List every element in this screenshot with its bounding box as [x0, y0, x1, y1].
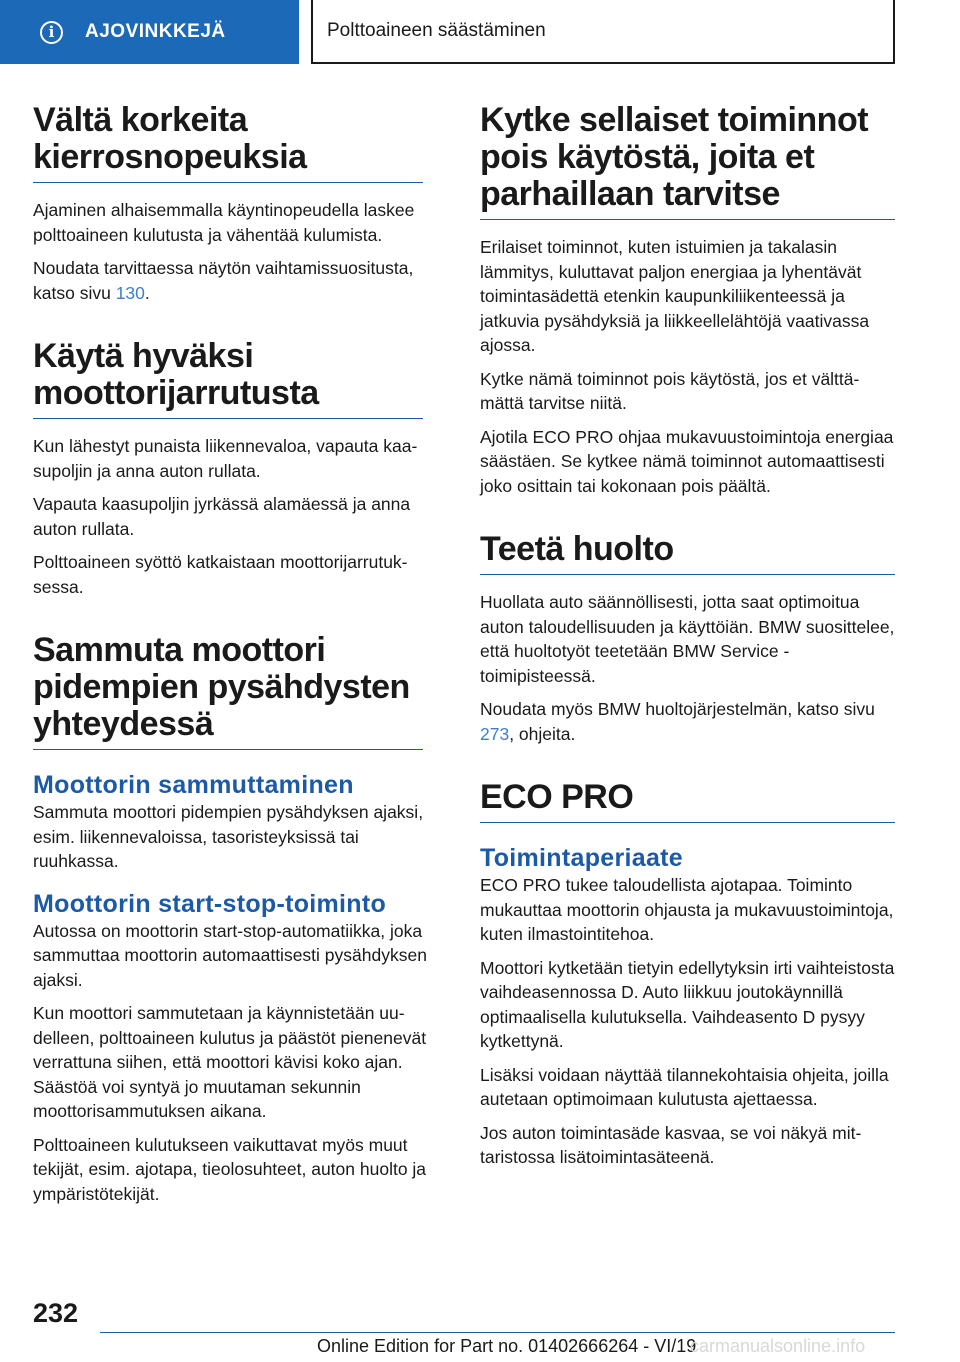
right-column — [480, 102, 895, 1179]
paragraph: Polttoaineen syöttö katkaistaan moottorijarrutuksessa. — [33, 552, 408, 597]
page-title-box — [311, 0, 895, 64]
paragraph: ECO PRO tukee taloudellista ajotapaa. Toiminto mukauttaa moottorin ohjausta ja mukavuustoimintoja, kuten ilmastointitehoa. — [480, 875, 894, 944]
paragraph: Vapauta kaasupoljin jyrkässä alamäessä ja anna auton rullata. — [33, 494, 411, 539]
paragraph: Polttoaineen kulutukseen vaikuttavat myös muut tekijät, esim. ajotapa, tieolosuhteet, auton huolto ja ympäristötekijät. — [33, 1134, 427, 1204]
page-link-273[interactable]: 273 — [480, 723, 510, 744]
page-number: 232 — [33, 1298, 79, 1328]
paragraph: Kytke nämä toiminnot pois käytöstä, jos et välttämättä tarvitse niitä. — [480, 368, 860, 413]
page-link-130[interactable]: 130 — [115, 282, 145, 303]
page-title: Polttoaineen säästäminen — [327, 20, 546, 41]
paragraph: Autossa on moottorin start-stop-automatiikka, joka sammuttaa moottorin automaattisesti pysähdyksen ajaksi. — [33, 920, 427, 990]
heading-engine-braking: Käytä hyväksi moottorijarrutusta — [33, 338, 423, 419]
paragraph: Kun moottori sammutetaan ja käynnistetään uudelleen, polttoaineen kulutus ja päästöt pienenevät verrattuna siihen, että moottori kävisi koko ajan. Säästöä voi syntyä jo muutaman sekunnin moottorisammutuksen aikana. — [33, 1003, 427, 1121]
heading-service: Teetä huolto — [480, 531, 895, 575]
paragraph: Ajaminen alhaisemmalla käyntinopeudella laskee polttoaineen kulutusta ja vähentää kulumista. — [33, 200, 415, 245]
paragraph: Huollata auto säännöllisesti, jotta saat optimoitua auton taloudellisuuden ja käyttöiän. BMW suosittelee, että huoltotyöt teetetään BMW Service -toimipisteessä. — [480, 592, 895, 686]
section-label: AJOVINKKEJÄ — [85, 21, 226, 42]
footer-divider — [100, 1332, 895, 1333]
heading-eco-pro: ECO PRO — [480, 779, 895, 823]
subheading-engine-off: Moottorin sammuttaminen — [33, 771, 354, 799]
heading-avoid-high-rpm: Vältä korkeita kierrosnopeuksia — [33, 102, 423, 183]
left-column — [33, 102, 447, 1215]
paragraph: Ajotila ECO PRO ohjaa mukavuustoimintoja energiaa säästäen. Se kytkee nämä toiminnot automaattisesti joko osittain tai kokonaan pois päältä. — [480, 426, 894, 496]
watermark: carmanualsonline.info — [690, 1336, 866, 1356]
subheading-principle: Toimintaperiaate — [480, 844, 683, 872]
paragraph: Lisäksi voidaan näyttää tilannekohtaisia ohjeita, joilla autetaan optimoimaan kulutusta ajettaessa. — [480, 1064, 889, 1109]
paragraph: Erilaiset toiminnot, kuten istuimien ja takalasin lämmitys, kuluttavat paljon energiaa ja lyhentävät toimintasädettä etenkin kaupunkiliikenteessä ja jatkuvia pysähdyksiä ja liikkeellelähtöjä vaativassa ajossa. — [480, 237, 870, 355]
paragraph: Noudata tarvittaessa näytön vaihtamissuositusta, katso sivu 130. — [33, 258, 414, 303]
section-tab — [0, 0, 299, 64]
paragraph: Jos auton toimintasäde kasvaa, se voi näkyä mittaristossa lisätoimintasäteenä. — [480, 1122, 862, 1167]
paragraph: Noudata myös BMW huoltojärjestelmän, katso sivu 273, ohjeita. — [480, 699, 875, 744]
subheading-start-stop: Moottorin start-stop-toiminto — [33, 889, 387, 918]
heading-stop-engine: Sammuta moottori pidempien pysähdysten yhteydessä — [33, 632, 423, 750]
paragraph: Moottori kytketään tietyin edellytyksin irti vaihteistosta vaihdeasennossa D. Auto liikkuu joutokäynnillä optimaalisella kulutuksella. Vaihdeasento D pysyy kytkettynä. — [480, 957, 895, 1051]
info-icon: i — [40, 21, 63, 44]
edition-text: Online Edition for Part no. 01402666264 - VI/19 — [317, 1336, 697, 1356]
paragraph: Kun lähestyt punaista liikennevaloa, vapauta kaasupoljin ja anna auton rullata. — [33, 436, 418, 481]
heading-disable-functions: Kytke sellaiset toiminnot pois käytöstä, joita et parhaillaan tarvitse — [480, 102, 895, 220]
paragraph: Sammuta moottori pidempien pysähdyksen ajaksi, esim. liikennevaloissa, tasoristeyksissä tai ruuhkassa. — [33, 802, 424, 871]
